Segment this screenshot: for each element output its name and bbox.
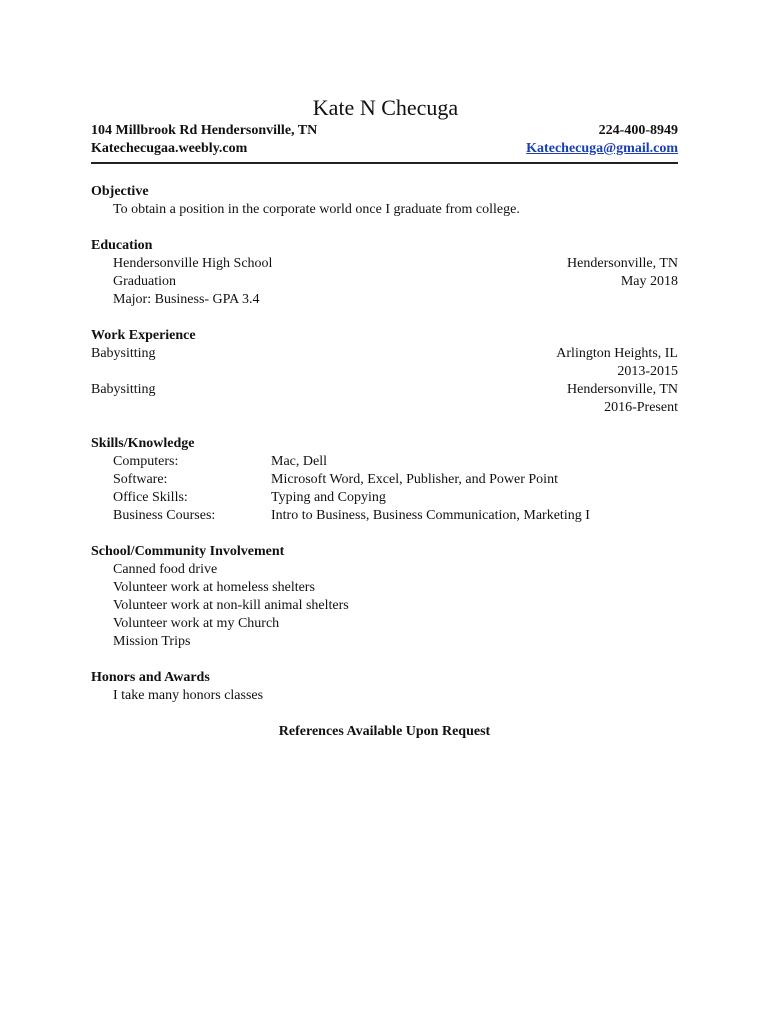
job-row: [91, 381, 678, 399]
education-graduation-row: [91, 273, 678, 291]
section-work: [91, 327, 678, 417]
phone: 224-400-8949: [598, 123, 678, 138]
job-role: Babysitting: [91, 382, 156, 397]
contact-row-address: [91, 122, 678, 140]
education-major: Major: Business- GPA 3.4: [113, 292, 260, 307]
list-item: Canned food drive: [113, 562, 218, 577]
job-row: [91, 345, 678, 363]
education-school-row: [91, 255, 678, 273]
list-item: Volunteer work at non-kill animal shelters: [113, 598, 349, 613]
job-item: [91, 345, 678, 381]
section-education: [91, 237, 678, 309]
section-honors: [91, 669, 678, 705]
section-title-skills: Skills/Knowledge: [91, 436, 195, 451]
section-title-involvement: School/Community Involvement: [91, 544, 285, 559]
objective-text: To obtain a position in the corporate world once I graduate from college.: [113, 202, 520, 217]
references-note: References Available Upon Request: [278, 724, 491, 739]
job-dates: 2013-2015: [617, 364, 678, 379]
job-location: Hendersonville, TN: [567, 382, 678, 397]
honors-text: I take many honors classes: [113, 688, 264, 703]
list-item: Volunteer work at homeless shelters: [113, 580, 315, 595]
skill-value: Typing and Copying: [271, 490, 386, 505]
section-title-work: Work Experience: [91, 328, 196, 343]
address: 104 Millbrook Rd Hendersonville, TN: [91, 123, 318, 138]
skill-label: Office Skills:: [113, 490, 188, 505]
job-dates: 2016-Present: [604, 400, 678, 415]
contact-row-web: [91, 140, 678, 158]
section-title-education: Education: [91, 238, 153, 253]
school-location: Hendersonville, TN: [567, 256, 678, 271]
job-item: [91, 381, 678, 417]
section-title-objective: Objective: [91, 184, 149, 199]
skill-row: [91, 507, 678, 525]
section-objective: [91, 183, 678, 219]
section-title-honors: Honors and Awards: [91, 670, 210, 685]
resume-page: [91, 94, 678, 741]
list-item: Mission Trips: [113, 634, 191, 649]
resume-name: Kate N Checuga: [312, 95, 459, 120]
email-link[interactable]: Katechecuga@gmail.com: [526, 141, 678, 156]
skill-value: Mac, Dell: [271, 454, 327, 469]
skill-label: Computers:: [113, 454, 179, 469]
skill-label: Business Courses:: [113, 508, 216, 523]
school-name: Hendersonville High School: [113, 256, 273, 271]
header-divider: [91, 162, 678, 164]
job-role: Babysitting: [91, 346, 156, 361]
skill-label: Software:: [113, 472, 168, 487]
graduation-date: May 2018: [620, 274, 678, 289]
skill-row: [91, 489, 678, 507]
section-involvement: [91, 543, 678, 651]
job-location: Arlington Heights, IL: [556, 346, 678, 361]
skill-row: [91, 471, 678, 489]
skill-value: Intro to Business, Business Communication, Marketing I: [271, 508, 590, 523]
list-item: Volunteer work at my Church: [113, 616, 280, 631]
skill-value: Microsoft Word, Excel, Publisher, and Power Point: [271, 472, 558, 487]
graduation-label: Graduation: [113, 274, 176, 289]
section-skills: [91, 435, 678, 525]
website: Katechecugaa.weebly.com: [91, 141, 248, 156]
skill-row: [91, 453, 678, 471]
